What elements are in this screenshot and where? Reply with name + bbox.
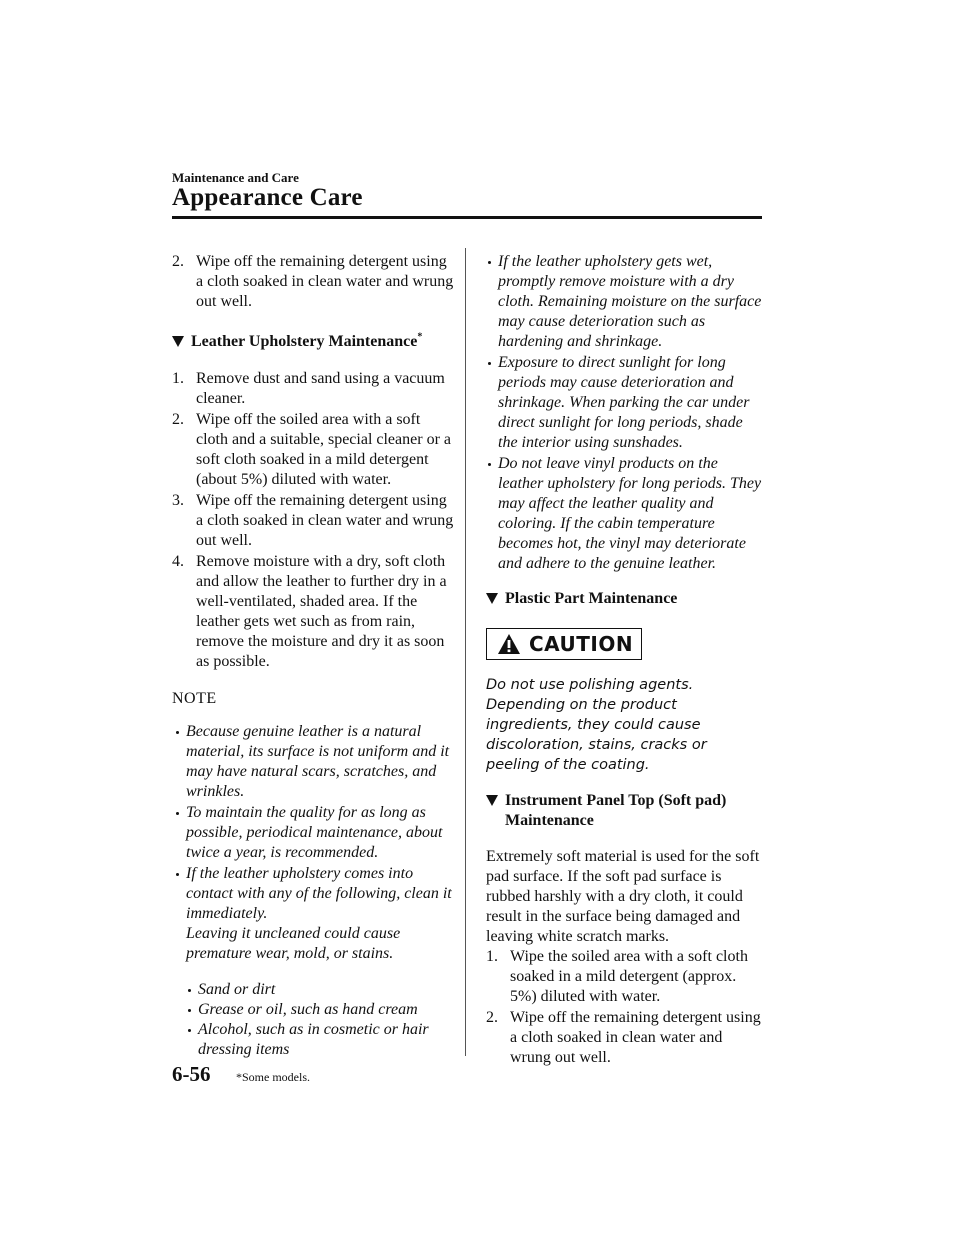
step-text: Remove moisture with a dry, soft cloth and allow the leather to further dry in a well-ventilated, shaded area. If the leather gets wet such as from rain, remove the moisture and dry it as soon as possible. bbox=[196, 553, 447, 670]
note-item bbox=[174, 722, 454, 802]
heading-text: Leather Upholstery Maintenance bbox=[191, 333, 418, 350]
sub-note-item bbox=[186, 980, 454, 1000]
section-label: Maintenance and Care bbox=[172, 170, 299, 185]
caution-text: Do not use polishing agents. Depending on the product ingredients, they could cause discoloration, stains, cracks or peeling of the coating. bbox=[486, 677, 707, 773]
bullet-icon bbox=[188, 1029, 191, 1032]
bullet-icon bbox=[176, 731, 179, 734]
caution-block bbox=[486, 628, 764, 775]
note-text: To maintain the quality for as long as possible, periodical maintenance, about twice a year, is recommended. bbox=[186, 804, 443, 861]
title-rule bbox=[172, 216, 762, 219]
note-text: If the leather upholstery comes into contact with any of the following, clean it immediately. bbox=[186, 865, 452, 922]
note-item bbox=[174, 864, 454, 964]
footnote-marker: * bbox=[417, 331, 423, 343]
heading-text: Plastic Part Maintenance bbox=[505, 590, 678, 607]
bullet-icon bbox=[176, 873, 179, 876]
caution-label: CAUTION bbox=[529, 632, 634, 656]
panel-intro: Extremely soft material is used for the soft pad surface. If the soft pad surface is rubbed harshly with a dry cloth, it could result in the surface being damaged and leaving white scratch marks. bbox=[486, 848, 760, 945]
leather-heading bbox=[172, 332, 454, 352]
step-number: 1. bbox=[172, 370, 184, 387]
footnote: *Some models. bbox=[236, 1070, 310, 1084]
panel-heading bbox=[486, 791, 764, 831]
note-item bbox=[486, 353, 764, 453]
step-text: Wipe off the soiled area with a soft cloth and a suitable, special cleaner or a soft cloth soaked in a mild detergent (about 5%) diluted with water. bbox=[196, 411, 451, 488]
caution-box bbox=[486, 628, 642, 660]
page-number: 6-56 bbox=[172, 1062, 211, 1086]
sub-note-text: Sand or dirt bbox=[198, 981, 276, 998]
step-number: 4. bbox=[172, 553, 184, 570]
step-text: Remove dust and sand using a vacuum cleaner. bbox=[196, 370, 445, 407]
page-title: Appearance Care bbox=[172, 184, 363, 211]
note-list bbox=[172, 722, 454, 964]
note-text: If the leather upholstery gets wet, promptly remove moisture with a dry cloth. Remaining moisture on the surface may cause deterioration such as hardening and shrinkage. bbox=[498, 253, 762, 350]
step-text: Wipe off the remaining detergent using a cloth soaked in clean water and wrung out well. bbox=[196, 253, 454, 310]
list-item bbox=[486, 947, 764, 1007]
note-list bbox=[486, 252, 764, 574]
step-number: 3. bbox=[172, 492, 184, 509]
step-number: 2. bbox=[172, 411, 184, 428]
leather-steps bbox=[172, 369, 454, 672]
bullet-icon bbox=[188, 989, 191, 992]
note-text: Do not leave vinyl products on the leather upholstery for long periods. They may affect the leather quality and coloring. If the cabin temperature becomes hot, the vinyl may deteriorate and adhere to the genuine leather. bbox=[498, 455, 762, 572]
step-number: 1. bbox=[486, 948, 498, 965]
bullet-icon bbox=[488, 261, 491, 264]
column-divider bbox=[465, 248, 466, 1056]
sub-note-text: Grease or oil, such as hand cream bbox=[198, 1001, 418, 1018]
heading-text: Instrument Panel Top (Soft pad) Maintenance bbox=[505, 792, 727, 829]
note-text: Because genuine leather is a natural material, its surface is not uniform and it may have natural scars, scratches, and wrinkles. bbox=[186, 723, 450, 800]
step-text: Wipe off the remaining detergent using a cloth soaked in clean water and wrung out well. bbox=[196, 492, 454, 549]
list-item bbox=[172, 552, 454, 672]
note-extra-text: Leaving it uncleaned could cause premature wear, mold, or stains. bbox=[186, 925, 401, 962]
left-column bbox=[172, 252, 454, 1060]
step-number: 2. bbox=[172, 253, 184, 270]
plastic-heading bbox=[486, 589, 764, 609]
list-item bbox=[172, 369, 454, 409]
triangle-down-icon bbox=[172, 336, 184, 347]
right-column bbox=[486, 252, 764, 1068]
sub-note-list bbox=[172, 980, 454, 1060]
warning-triangle-icon bbox=[497, 633, 521, 655]
step-number: 2. bbox=[486, 1009, 498, 1026]
note-item bbox=[174, 803, 454, 863]
note-item bbox=[486, 252, 764, 352]
triangle-down-icon bbox=[486, 593, 498, 604]
note-label: NOTE bbox=[172, 690, 217, 707]
bullet-icon bbox=[176, 812, 179, 815]
triangle-down-icon bbox=[486, 795, 498, 806]
list-item bbox=[172, 410, 454, 490]
step-text: Wipe the soiled area with a soft cloth soaked in a mild detergent (approx. 5%) diluted with water. bbox=[510, 948, 748, 1005]
bullet-icon bbox=[488, 463, 491, 466]
sub-note-item bbox=[186, 1000, 454, 1020]
list-item bbox=[486, 1008, 764, 1068]
sub-note-item bbox=[186, 1020, 454, 1060]
step-text: Wipe off the remaining detergent using a cloth soaked in clean water and wrung out well. bbox=[510, 1009, 761, 1066]
note-text: Exposure to direct sunlight for long periods may cause deterioration and shrinkage. When parking the car under direct sunlight for long periods, shade the interior using sunshades. bbox=[498, 354, 750, 451]
panel-steps bbox=[486, 947, 764, 1068]
sub-note-text: Alcohol, such as in cosmetic or hair dressing items bbox=[198, 1021, 429, 1058]
bullet-icon bbox=[488, 362, 491, 365]
note-item bbox=[486, 454, 764, 574]
list-item bbox=[172, 491, 454, 551]
intro-step bbox=[172, 252, 454, 312]
bullet-icon bbox=[188, 1009, 191, 1012]
